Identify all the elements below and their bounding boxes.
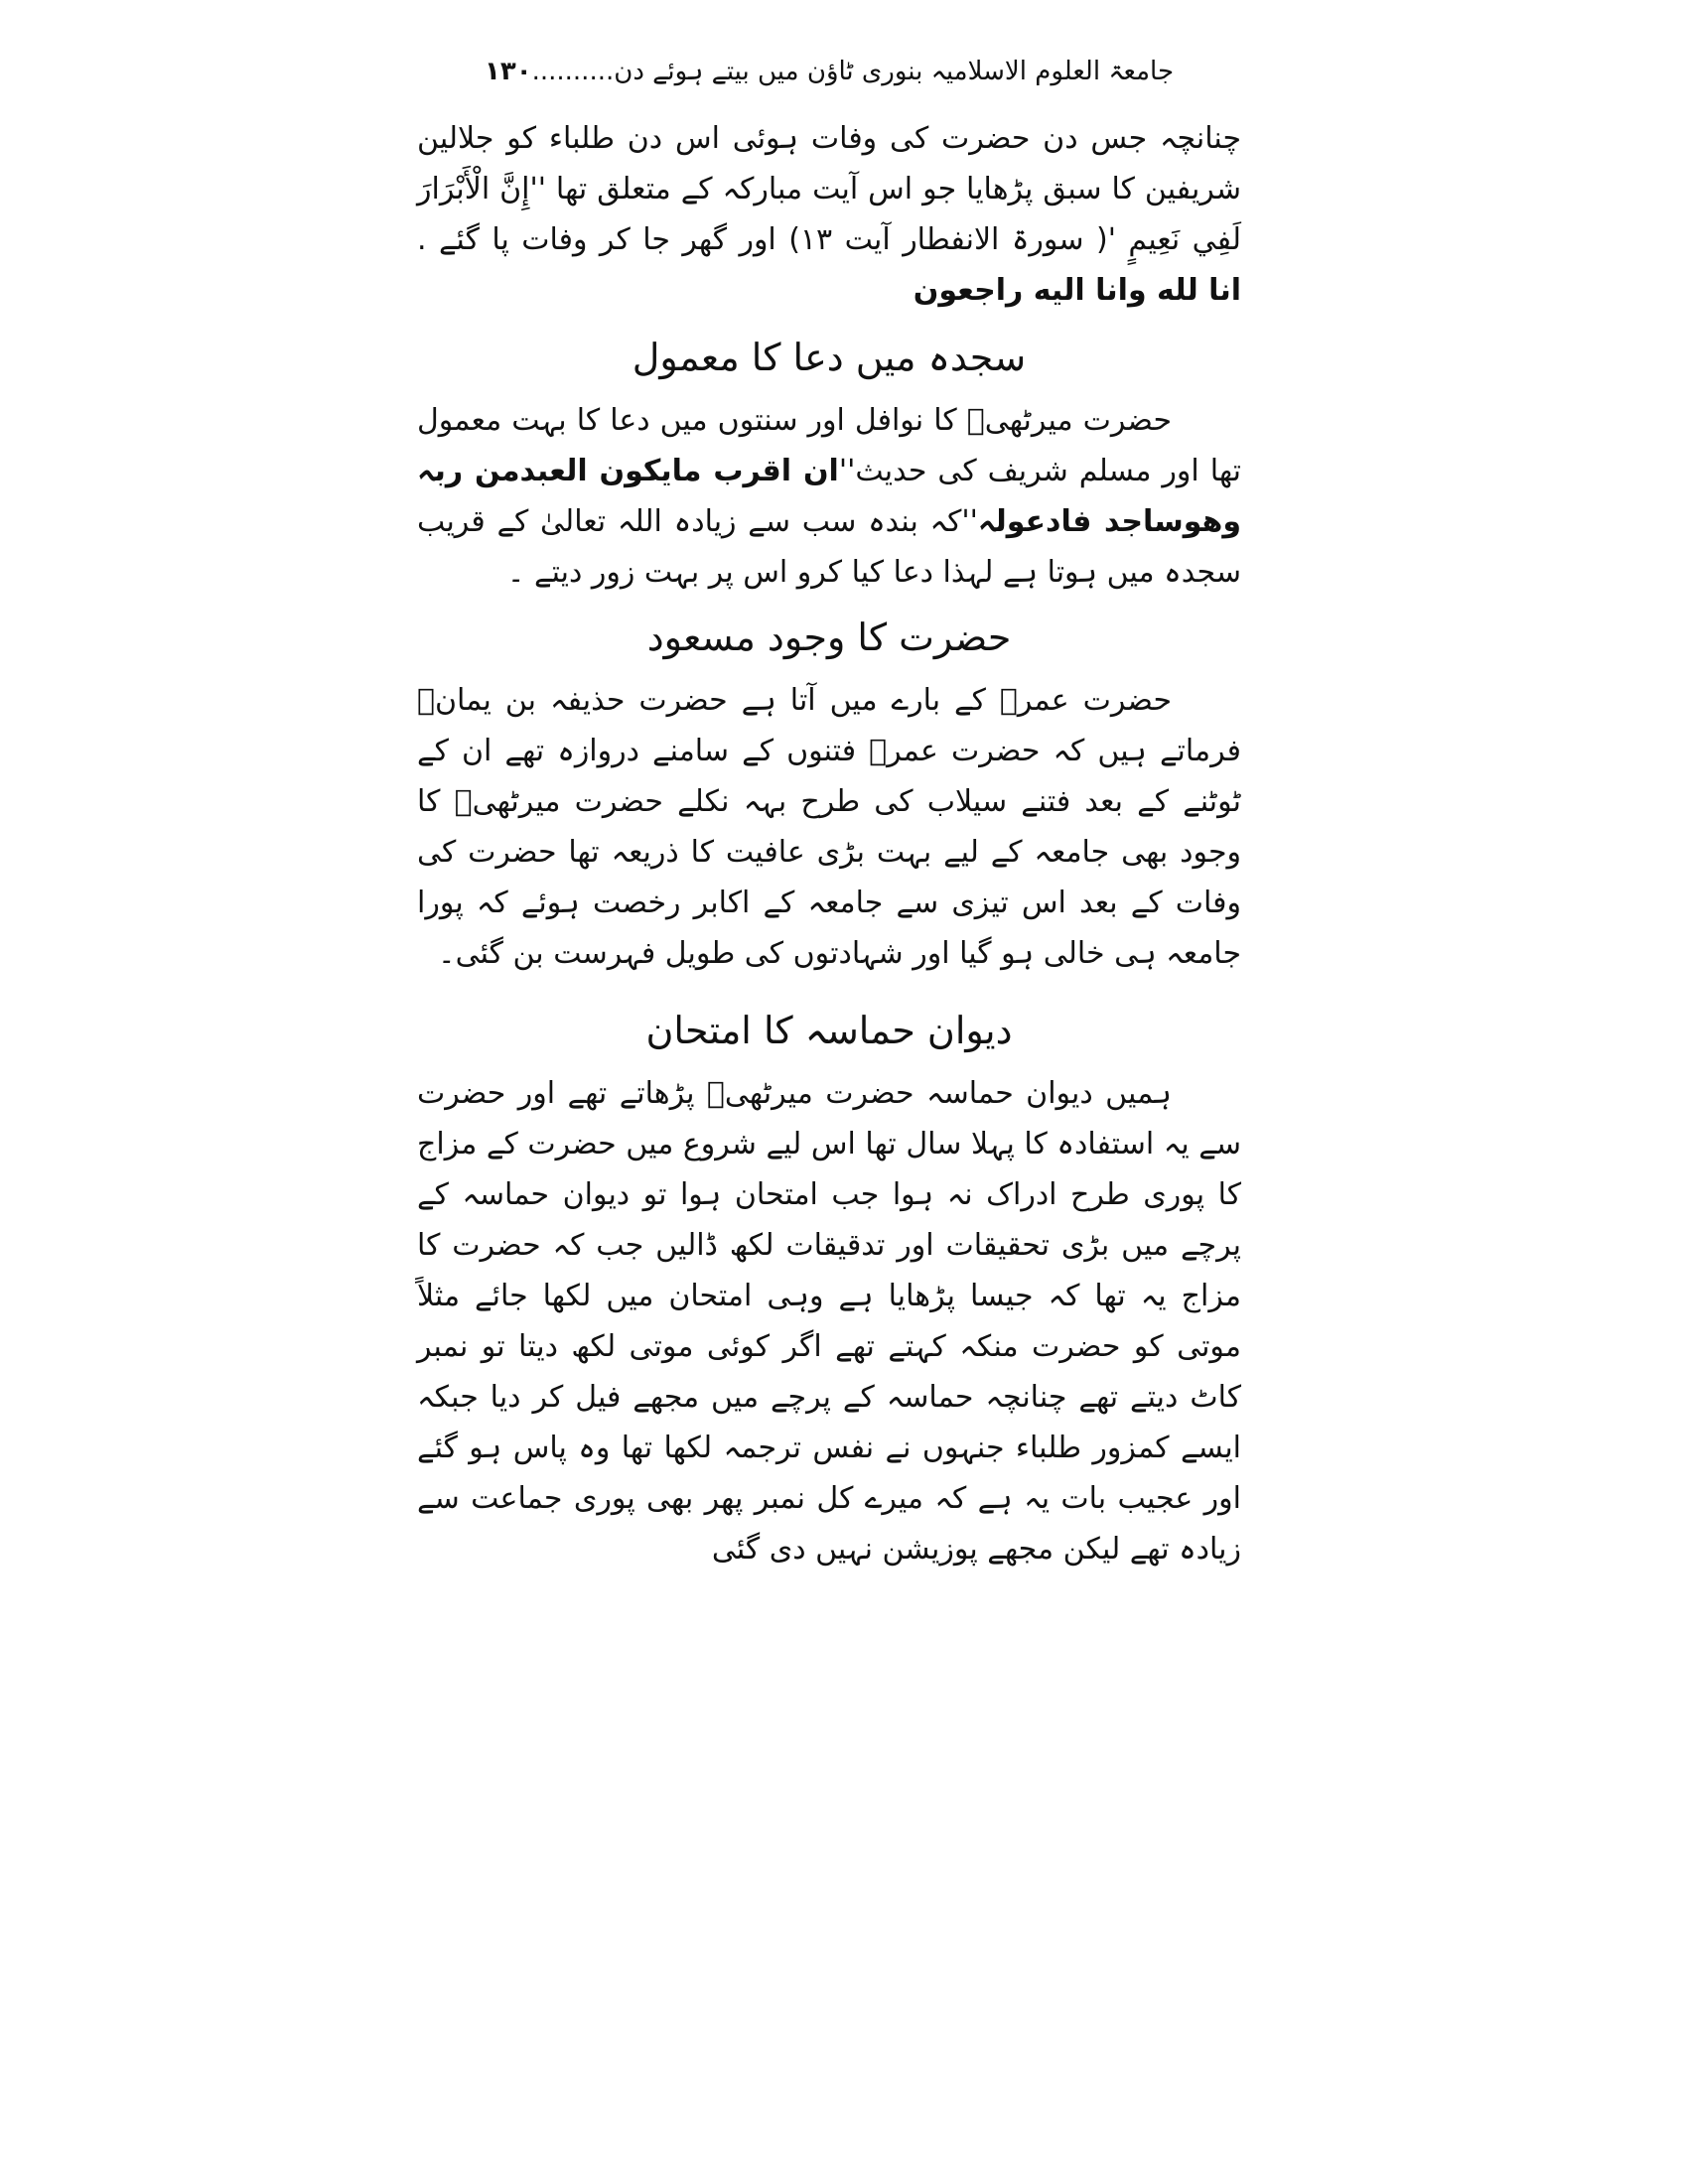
- paragraph-1: [417, 395, 1241, 598]
- header-dots: ..........: [531, 57, 615, 86]
- header-title: جامعۃ العلوم الاسلامیہ بنوری ٹاؤن میں بیتے ہوئے دن: [614, 57, 1175, 86]
- heading-hamasa: دیوان حماسہ کا امتحان: [645, 1009, 1013, 1052]
- page-number: ۱۳۰: [484, 57, 532, 86]
- hadith-quote: ان اقرب مایکون العبدمن ربہ وھوساجد فادعولہ: [417, 454, 1241, 539]
- heading-sajda: سجدہ میں دعا کا معمول: [632, 336, 1027, 379]
- document-page: [417, 50, 1241, 1574]
- paragraph-0-text: چنانچہ جس دن حضرت کی وفات ہوئی اس دن طلباء کو جلالین شریفین کا سبق پڑھایا جو اس آیت مبارکہ کے متعلق تھا ''إِنَّ الْأَبْرَارَ لَفِي نَعِيمٍ '( سورۃ الانفطار آیت ۱۳) اور گھر جا کر وفات پا گئے .: [417, 121, 1241, 257]
- running-header: [417, 50, 1241, 99]
- paragraph-2: حضرت عمرؓ کے بارے میں آتا ہے حضرت حذیفہ بن یمانؓ فرماتے ہیں کہ حضرت عمرؓ فتنوں کے سامنے دروازہ تھے ان کے ٹوٹنے کے بعد فتنے سیلاب کی طرح بہہ نکلے حضرت میرٹھیؒ کا وجود بھی جامعہ کے لیے بہت بڑی عافیت کا ذریعہ تھا حضرت کی وفات کے بعد اس تیزی سے جامعہ کے اکابر رخصت ہوئے کہ پورا جامعہ ہی خالی ہو گیا اور شہادتوں کی طویل فہرست بن گئی۔: [417, 683, 1241, 971]
- heading-wujood: حضرت کا وجود مسعود: [646, 615, 1012, 659]
- paragraph-0: [417, 113, 1241, 316]
- paragraph-1-after: ''کہ بندہ سب سے زیادہ اللہ تعالیٰ کے قریب سجدہ میں ہوتا ہے لہذا دعا کیا کرو اس پر بہت زور دیتے ۔: [417, 504, 1241, 590]
- paragraph-1-before: حضرت میرٹھیؒ کا نوافل اور سنتوں میں دعا کا بہت معمول تھا اور مسلم شریف کی حدیث'': [417, 403, 1242, 488]
- paragraph-0-closing: انا لله وانا الیه راجعون: [913, 273, 1241, 308]
- paragraph-3: ہمیں دیوان حماسہ حضرت میرٹھیؒ پڑھاتے تھے اور حضرت سے یہ استفادہ کا پہلا سال تھا اس لیے شروع میں حضرت کے مزاج کا پوری طرح ادراک نہ ہوا جب امتحان ہوا تو دیوان حماسہ کے پرچے میں بڑی تحقیقات اور تدقیقات لکھ ڈالیں جب کہ حضرت کا مزاج یہ تھا کہ جیسا پڑھایا ہے وہی امتحان میں لکھا جائے مثلاً موتی کو حضرت منکہ کہتے تھے اگر کوئی موتی لکھ دیتا تو نمبر کاٹ دیتے تھے چنانچہ حماسہ کے پرچے میں مجھے فیل کر دیا جبکہ ایسے کمزور طلباء جنہوں نے نفس ترجمہ لکھا تھا وہ پاس ہو گئے اور عجیب بات یہ ہے کہ میرے کل نمبر پھر بھی پوری جماعت سے زیادہ تھے لیکن مجھے پوزیشن نہیں دی گئی: [417, 1076, 1241, 1567]
